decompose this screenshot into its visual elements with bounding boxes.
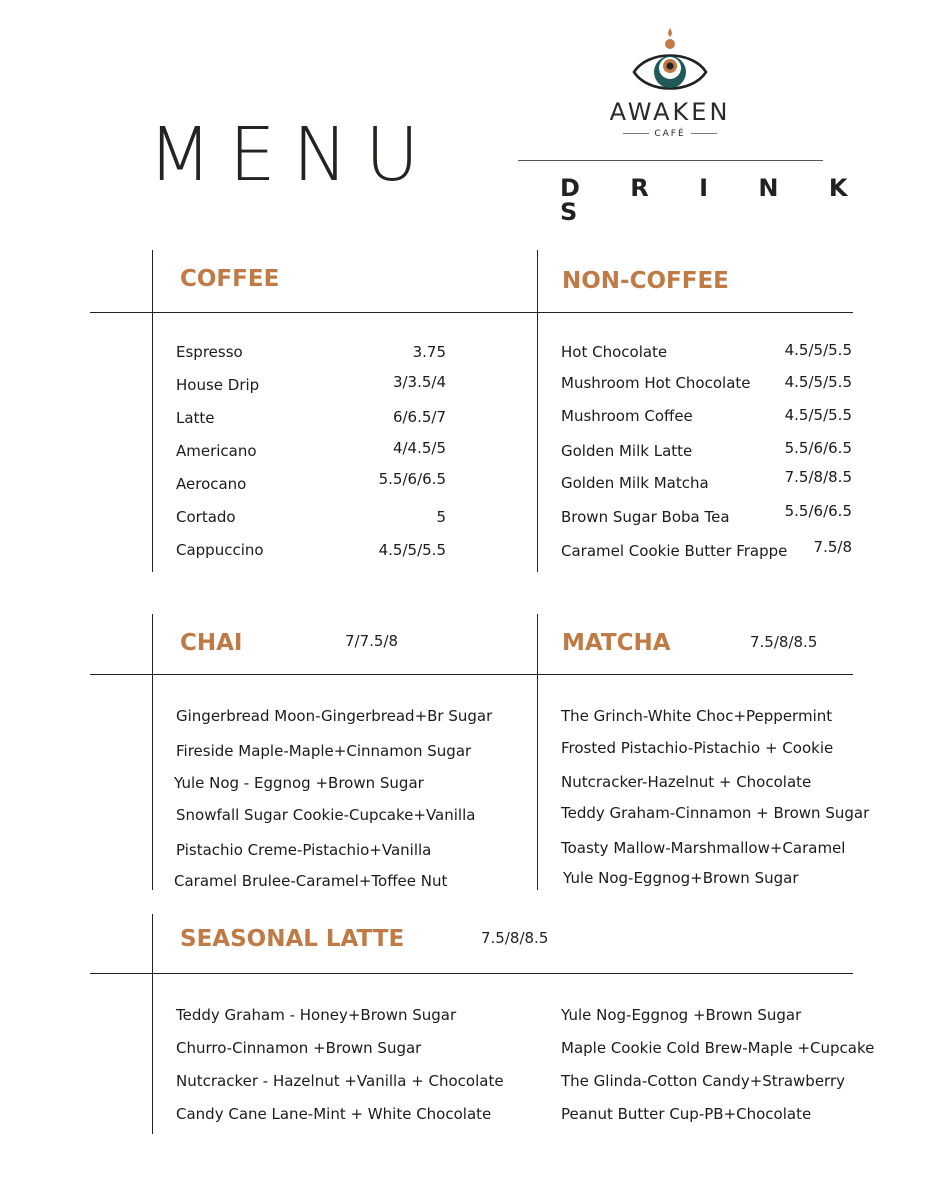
brand-name: AWAKEN — [609, 98, 731, 126]
non-coffee-item-name: Golden Milk Latte — [561, 442, 693, 460]
chai-price: 7/7.5/8 — [345, 632, 399, 650]
seasonal-item: Nutcracker - Hazelnut +Vanilla + Chocolate — [176, 1072, 504, 1090]
coffee-item-price: 3/3.5/4 — [392, 373, 446, 391]
coffee-item-name: Cappuccino — [176, 541, 264, 559]
divider — [90, 973, 853, 974]
divider — [152, 250, 153, 572]
non-coffee-heading: NON-COFFEE — [562, 268, 729, 294]
coffee-item-price: 5.5/6/6.5 — [378, 470, 446, 488]
chai-item: Yule Nog - Eggnog +Brown Sugar — [174, 774, 424, 792]
non-coffee-item-price: 7.5/8/8.5 — [784, 468, 852, 486]
matcha-item: Yule Nog-Eggnog+Brown Sugar — [563, 869, 799, 887]
coffee-item-price: 6/6.5/7 — [392, 408, 446, 426]
coffee-item-name: Americano — [176, 442, 257, 460]
non-coffee-item-name: Caramel Cookie Butter Frappe — [561, 542, 788, 560]
coffee-item-price: 4/4.5/5 — [392, 439, 446, 457]
coffee-item-name: Aerocano — [176, 475, 247, 493]
non-coffee-item-price: 5.5/6/6.5 — [784, 439, 852, 457]
non-coffee-item-name: Mushroom Coffee — [561, 407, 693, 425]
page-title: MENU — [148, 112, 437, 198]
non-coffee-item-price: 4.5/5/5.5 — [784, 406, 852, 424]
matcha-item: Frosted Pistachio-Pistachio + Cookie — [561, 739, 834, 757]
awaken-eye-logo-icon — [590, 26, 750, 146]
non-coffee-item-price: 4.5/5/5.5 — [784, 341, 852, 359]
chai-heading: CHAI — [180, 630, 243, 656]
seasonal-latte-heading: SEASONAL LATTE — [180, 926, 405, 952]
coffee-item-name: House Drip — [176, 376, 260, 394]
seasonal-item: Churro-Cinnamon +Brown Sugar — [176, 1039, 422, 1057]
seasonal-item: Teddy Graham - Honey+Brown Sugar — [176, 1006, 457, 1024]
seasonal-item: The Glinda-Cotton Candy+Strawberry — [561, 1072, 845, 1090]
non-coffee-item-name: Mushroom Hot Chocolate — [561, 374, 751, 392]
coffee-item-name: Cortado — [176, 508, 236, 526]
seasonal-item: Candy Cane Lane-Mint + White Chocolate — [176, 1105, 492, 1123]
seasonal-item: Yule Nog-Eggnog +Brown Sugar — [561, 1006, 802, 1024]
non-coffee-item-name: Golden Milk Matcha — [561, 474, 709, 492]
chai-item: Fireside Maple-Maple+Cinnamon Sugar — [176, 742, 472, 760]
chai-item: Pistachio Creme-Pistachio+Vanilla — [176, 841, 432, 859]
section-title: D R I N K S — [560, 174, 869, 226]
non-coffee-item-name: Hot Chocolate — [561, 343, 668, 361]
non-coffee-item-price: 7.5/8 — [813, 538, 852, 556]
chai-item: Gingerbread Moon-Gingerbread+Br Sugar — [176, 707, 493, 725]
coffee-item-price: 3.75 — [412, 343, 446, 361]
chai-item: Caramel Brulee-Caramel+Toffee Nut — [174, 872, 448, 890]
divider — [90, 312, 853, 313]
matcha-item: Teddy Graham-Cinnamon + Brown Sugar — [561, 804, 870, 822]
seasonal-item: Maple Cookie Cold Brew-Maple +Cupcake — [561, 1039, 875, 1057]
brand-subtitle: CAFÉ — [615, 129, 725, 139]
non-coffee-item-name: Brown Sugar Boba Tea — [561, 508, 730, 526]
matcha-price: 7.5/8/8.5 — [750, 633, 818, 651]
matcha-item: Toasty Mallow-Marshmallow+Caramel — [561, 839, 846, 857]
matcha-item: Nutcracker-Hazelnut + Chocolate — [561, 773, 812, 791]
seasonal-latte-price: 7.5/8/8.5 — [481, 929, 549, 947]
non-coffee-item-price: 4.5/5/5.5 — [784, 373, 852, 391]
matcha-item: The Grinch-White Choc+Peppermint — [561, 707, 833, 725]
coffee-item-price: 4.5/5/5.5 — [378, 541, 446, 559]
seasonal-item: Peanut Butter Cup-PB+Chocolate — [561, 1105, 812, 1123]
chai-item: Snowfall Sugar Cookie-Cupcake+Vanilla — [176, 806, 476, 824]
matcha-heading: MATCHA — [562, 630, 671, 656]
divider — [152, 914, 153, 1134]
coffee-item-name: Espresso — [176, 343, 243, 361]
coffee-heading: COFFEE — [180, 266, 280, 292]
divider — [518, 160, 823, 161]
divider — [152, 614, 153, 890]
coffee-item-name: Latte — [176, 409, 215, 427]
coffee-item-price: 5 — [436, 508, 446, 526]
divider — [537, 614, 538, 890]
non-coffee-item-price: 5.5/6/6.5 — [784, 502, 852, 520]
divider — [537, 250, 538, 572]
divider — [90, 674, 853, 675]
